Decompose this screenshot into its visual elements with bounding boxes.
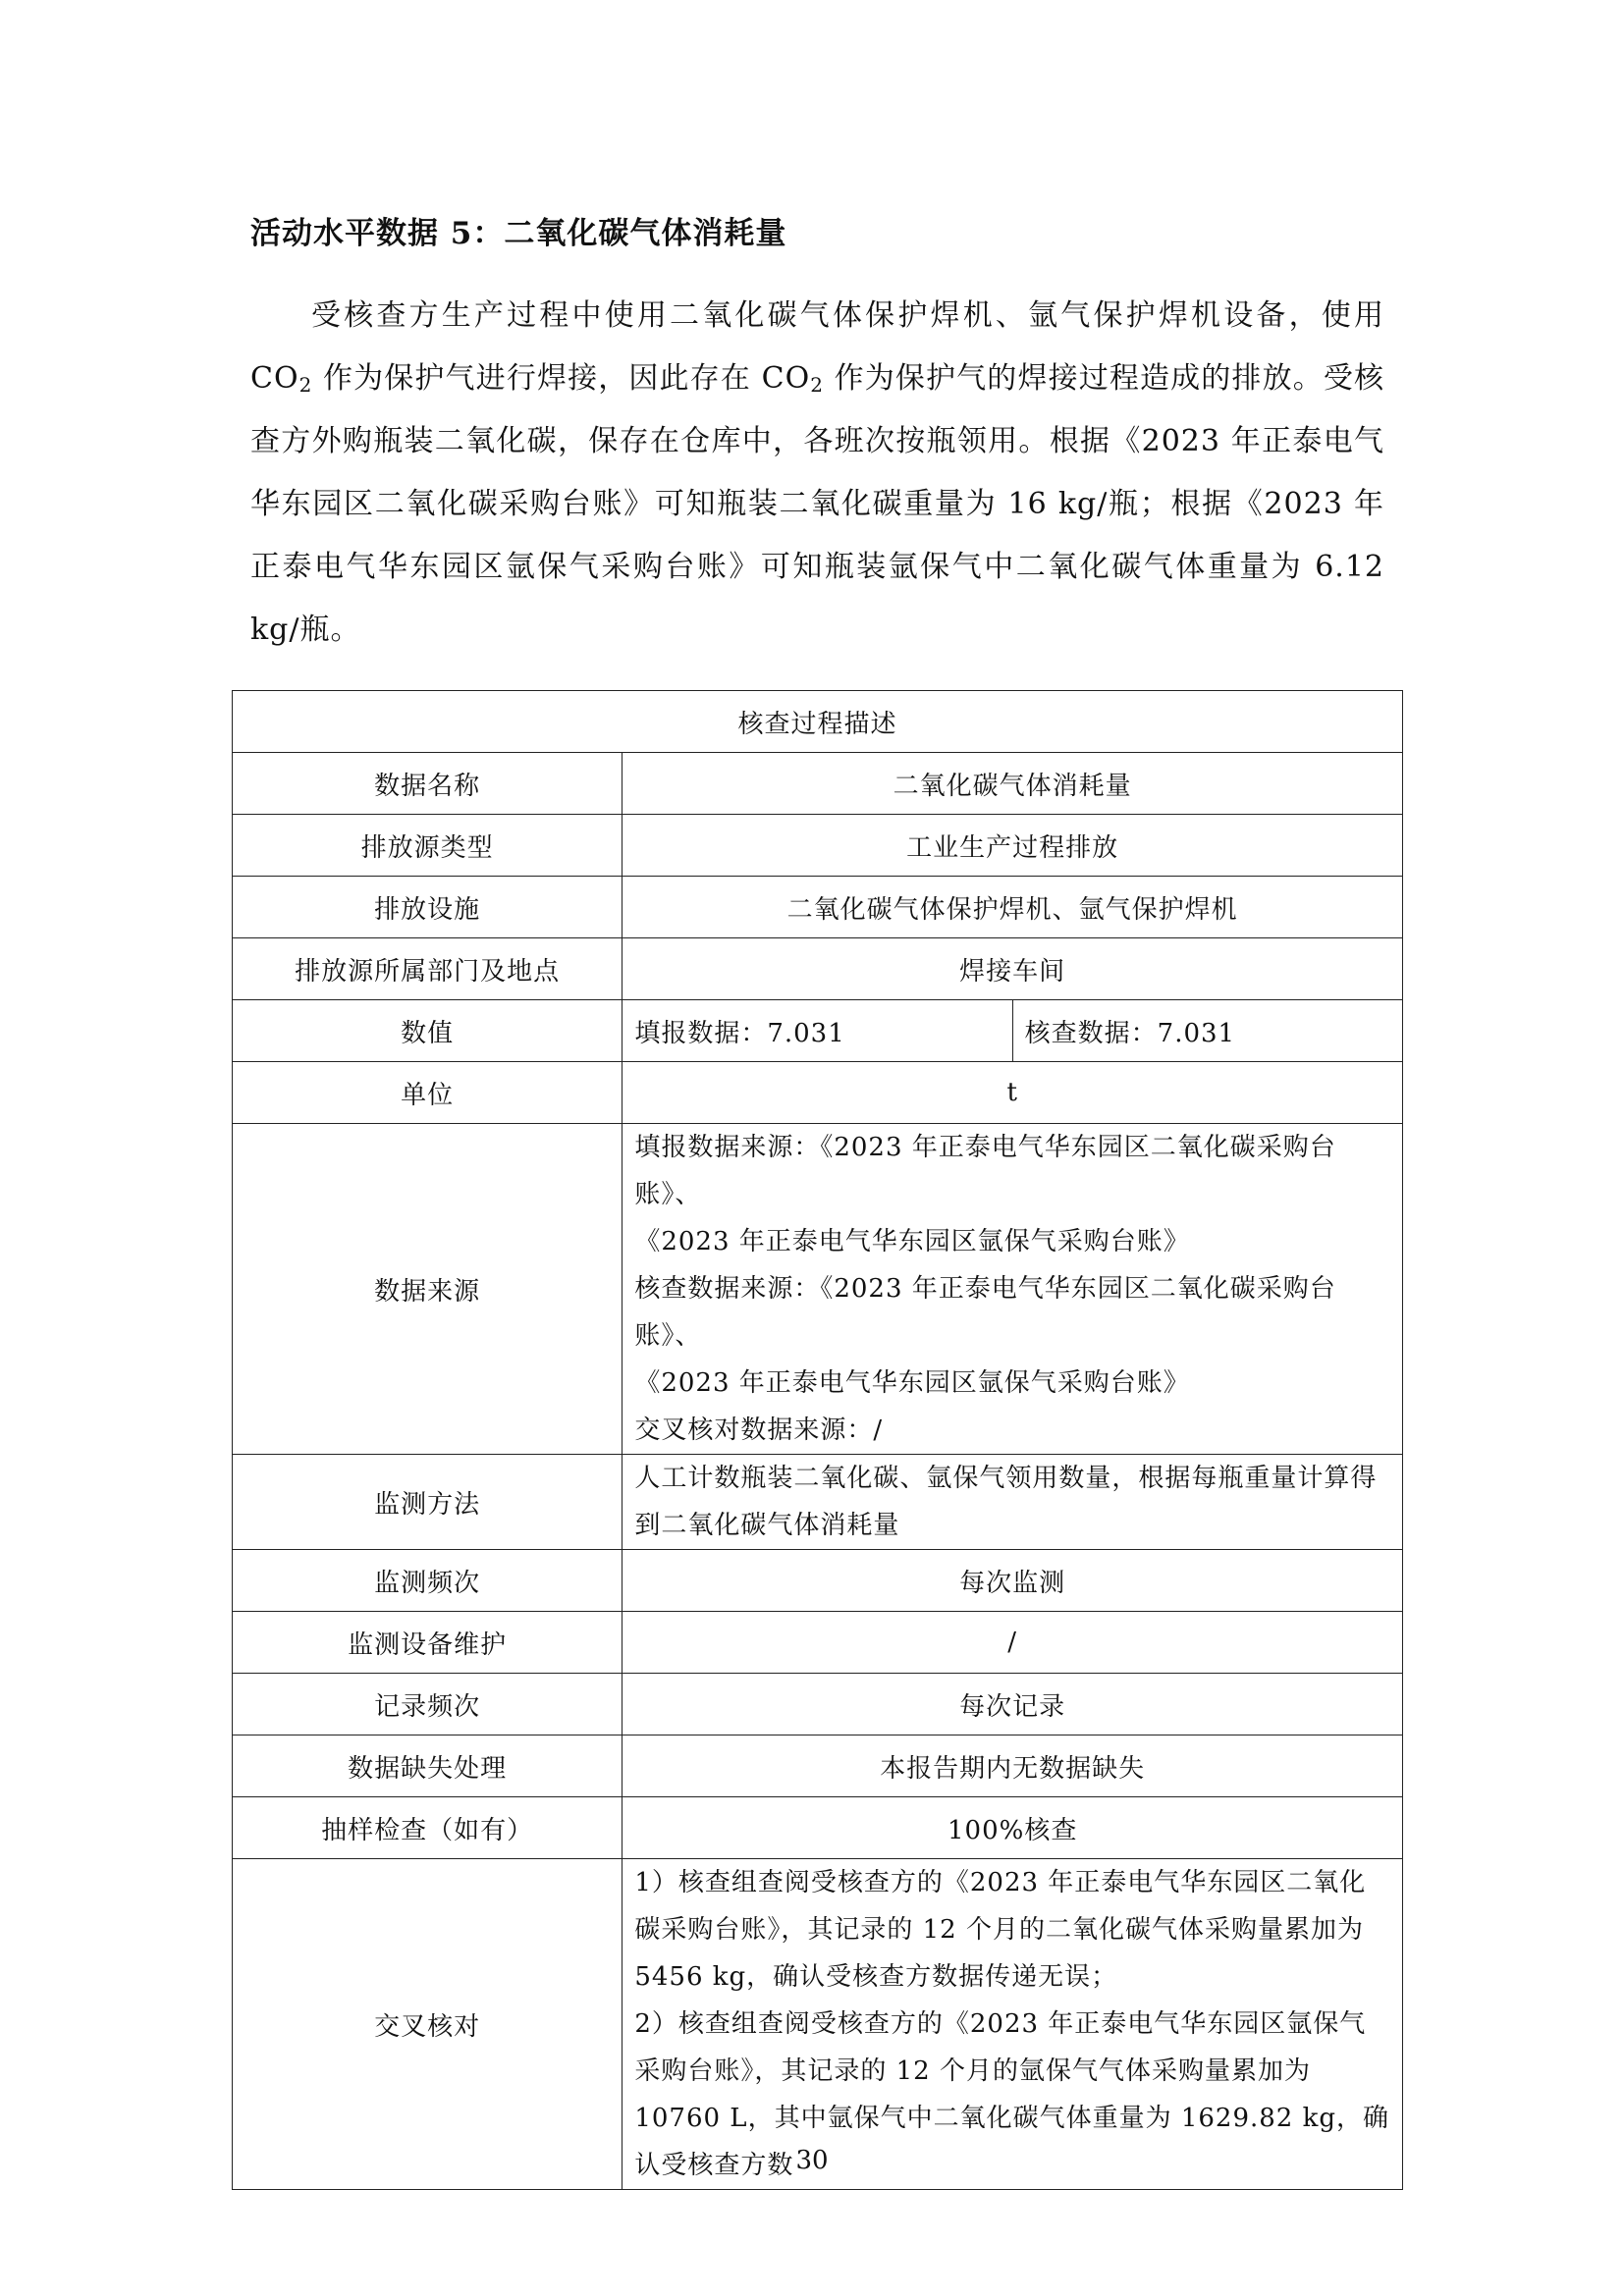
row-value: 二氧化碳气体消耗量 [623,753,1403,815]
row-label: 监测设备维护 [233,1612,623,1674]
table-row [233,1797,1403,1859]
row-label: 排放源类型 [233,815,623,877]
table-row [233,1000,1403,1062]
subscript-2: 2 [298,373,313,397]
data-source-line: 填报数据来源：《2023 年正泰电气华东园区二氧化碳采购台账》、 [634,1133,1336,1209]
row-value: 二氧化碳气体保护焊机、氩气保护焊机 [623,877,1403,938]
table-row [233,1062,1403,1124]
table-row [233,1735,1403,1797]
cross-check-item: 2）核查组查阅受核查方的《2023 年正泰电气华东园区氩保气采购台账》，其记录的 12 个月的氩保气气体采购量累加为 10760 L，其中氩保气中二氧化碳气体重量为 1629.82 kg，确认受核查方数 [634,2009,1390,2180]
table-row [233,1550,1403,1612]
table-row [233,1612,1403,1674]
section-heading: 活动水平数据 5：二氧化碳气体消耗量 [250,216,787,251]
data-source-cell [623,1124,1403,1455]
row-label: 抽样检查（如有） [233,1797,623,1859]
cross-check-item: 1）核查组查阅受核查方的《2023 年正泰电气华东园区二氧化碳采购台账》，其记录的 12 个月的二氧化碳气体采购量累加为 5456 kg，确认受核查方数据传递无误； [634,1868,1367,1992]
data-source-line: 《2023 年正泰电气华东园区氩保气采购台账》 [634,1227,1190,1256]
row-value: t [623,1062,1403,1124]
row-value: / [623,1612,1403,1674]
subscript-2: 2 [810,373,824,397]
data-source-line: 交叉核对数据来源：/ [634,1415,884,1445]
row-value: 本报告期内无数据缺失 [623,1735,1403,1797]
table-row [233,938,1403,1000]
row-label: 单位 [233,1062,623,1124]
row-label: 记录频次 [233,1674,623,1735]
row-label: 交叉核对 [233,1859,623,2190]
verified-value: 核查数据：7.031 [1012,1000,1402,1062]
table-row [233,1674,1403,1735]
data-source-line: 《2023 年正泰电气华东园区氩保气采购台账》 [634,1368,1190,1398]
table-title-row [233,691,1403,753]
intro-paragraph [250,285,1384,662]
intro-text-2: 作为保护气进行焊接，因此存在 CO [312,361,811,396]
row-label: 数值 [233,1000,623,1062]
row-label: 监测频次 [233,1550,623,1612]
row-value: 每次记录 [623,1674,1403,1735]
intro-text-3: 作为保护气的焊接过程造成的排放。受核查方外购瓶装二氧化碳，保存在仓库中，各班次按瓶领用。根据《2023 年正泰电气华东园区二氧化碳采购台账》可知瓶装二氧化碳重量为 16 kg/瓶；根据《2023 年正泰电气华东园区氩保气采购台账》可知瓶装氩保气中二氧化碳气体重量为 6.12 kg/瓶。 [250,361,1384,647]
row-label: 排放设施 [233,877,623,938]
table-row [233,1124,1403,1455]
intro-text-1: 受核查方生产过程中使用二氧化碳气体保护焊机、氩气保护焊机设备，使用 CO [250,298,1384,396]
table-row [233,877,1403,938]
table-title: 核查过程描述 [233,691,1403,753]
row-label: 数据缺失处理 [233,1735,623,1797]
row-label: 排放源所属部门及地点 [233,938,623,1000]
row-value: 人工计数瓶装二氧化碳、氩保气领用数量，根据每瓶重量计算得到二氧化碳气体消耗量 [623,1455,1403,1550]
row-label: 监测方法 [233,1455,623,1550]
table-row [233,1859,1403,2190]
table-row [233,815,1403,877]
row-label: 数据名称 [233,753,623,815]
page-number: 30 [795,2146,829,2175]
data-source-line: 核查数据来源：《2023 年正泰电气华东园区二氧化碳采购台账》、 [634,1274,1336,1351]
row-value: 每次监测 [623,1550,1403,1612]
row-value: 工业生产过程排放 [623,815,1403,877]
table-row [233,1455,1403,1550]
reported-value: 填报数据：7.031 [623,1000,1012,1062]
cross-check-cell [623,1859,1403,2190]
row-value: 100%核查 [623,1797,1403,1859]
table-row [233,753,1403,815]
verification-table [232,690,1403,2190]
row-label: 数据来源 [233,1124,623,1455]
row-value: 焊接车间 [623,938,1403,1000]
